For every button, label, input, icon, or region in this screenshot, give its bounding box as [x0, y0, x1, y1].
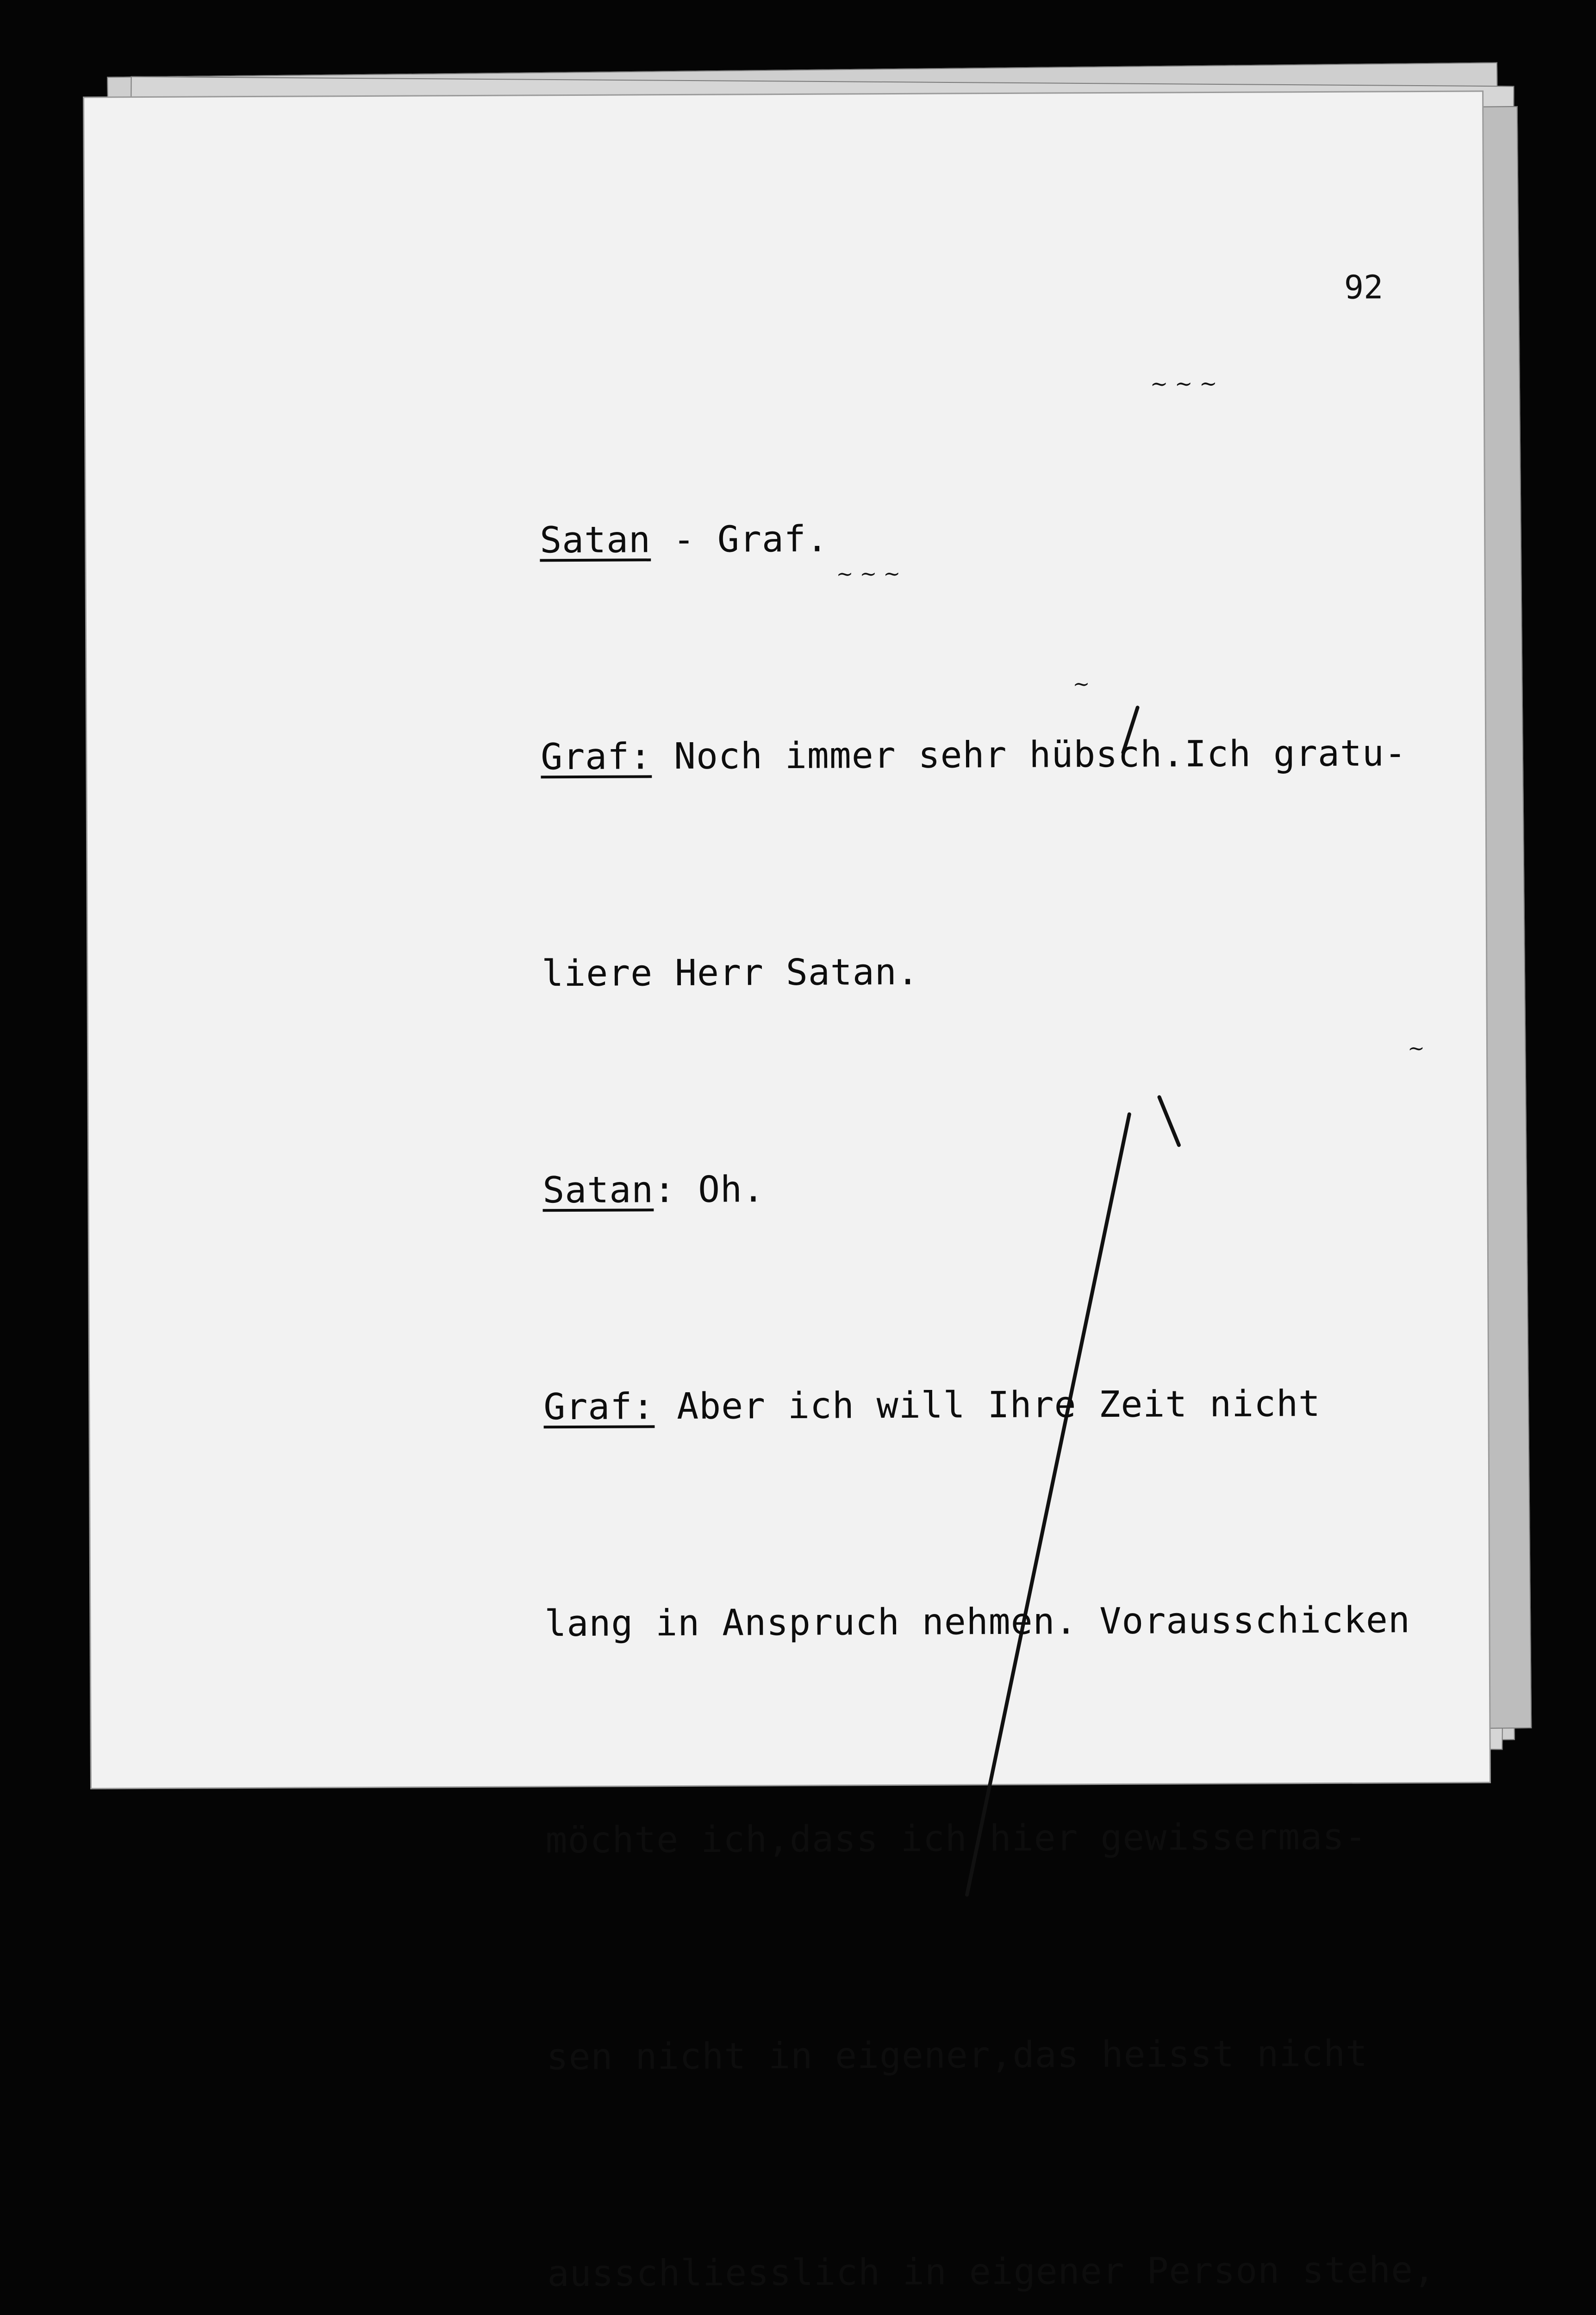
page-number: 92 — [1344, 268, 1384, 306]
manuscript-page — [84, 92, 1490, 1788]
text-line — [542, 933, 1491, 1010]
handwritten-annotation: ~ ~ ~ — [836, 562, 900, 586]
handwritten-annotation: ~ — [1072, 672, 1090, 696]
line-text: ausschliesslich in eigener Person stehe, — [547, 2249, 1435, 2295]
typed-text-block — [539, 356, 1509, 2315]
text-line — [543, 1367, 1493, 1443]
line-text: möchte ich,dass ich hier gewissermas- — [545, 1816, 1367, 1862]
text-line — [546, 2017, 1496, 2093]
line-text: - Graf. — [651, 519, 829, 561]
text-line — [540, 500, 1489, 576]
handwritten-annotation: ~ — [1408, 1037, 1425, 1060]
text-line — [544, 1583, 1494, 1660]
line-text: sen nicht in eigener,das heisst nicht — [546, 2033, 1368, 2078]
text-line — [545, 1800, 1495, 1877]
line-text: : Oh. — [654, 1169, 765, 1211]
speaker-label: Graf: — [543, 1386, 655, 1428]
line-text: lang in Anspruch nehmen. Vorausschicken — [544, 1599, 1410, 1645]
line-text: Aber ich will Ihre Zeit nicht — [655, 1383, 1321, 1427]
handwritten-annotation: ~ ~ ~ — [1150, 371, 1217, 396]
speaker-label: Graf: — [541, 736, 652, 778]
speaker-label: Satan — [540, 519, 651, 561]
speaker-label: Satan — [542, 1169, 654, 1211]
text-line — [541, 717, 1490, 793]
line-text: liere Herr Satan. — [542, 951, 919, 995]
text-line — [542, 1150, 1492, 1226]
line-text: Noch immer sehr hübsch.Ich gratu- — [652, 732, 1407, 777]
text-line — [547, 2234, 1496, 2310]
